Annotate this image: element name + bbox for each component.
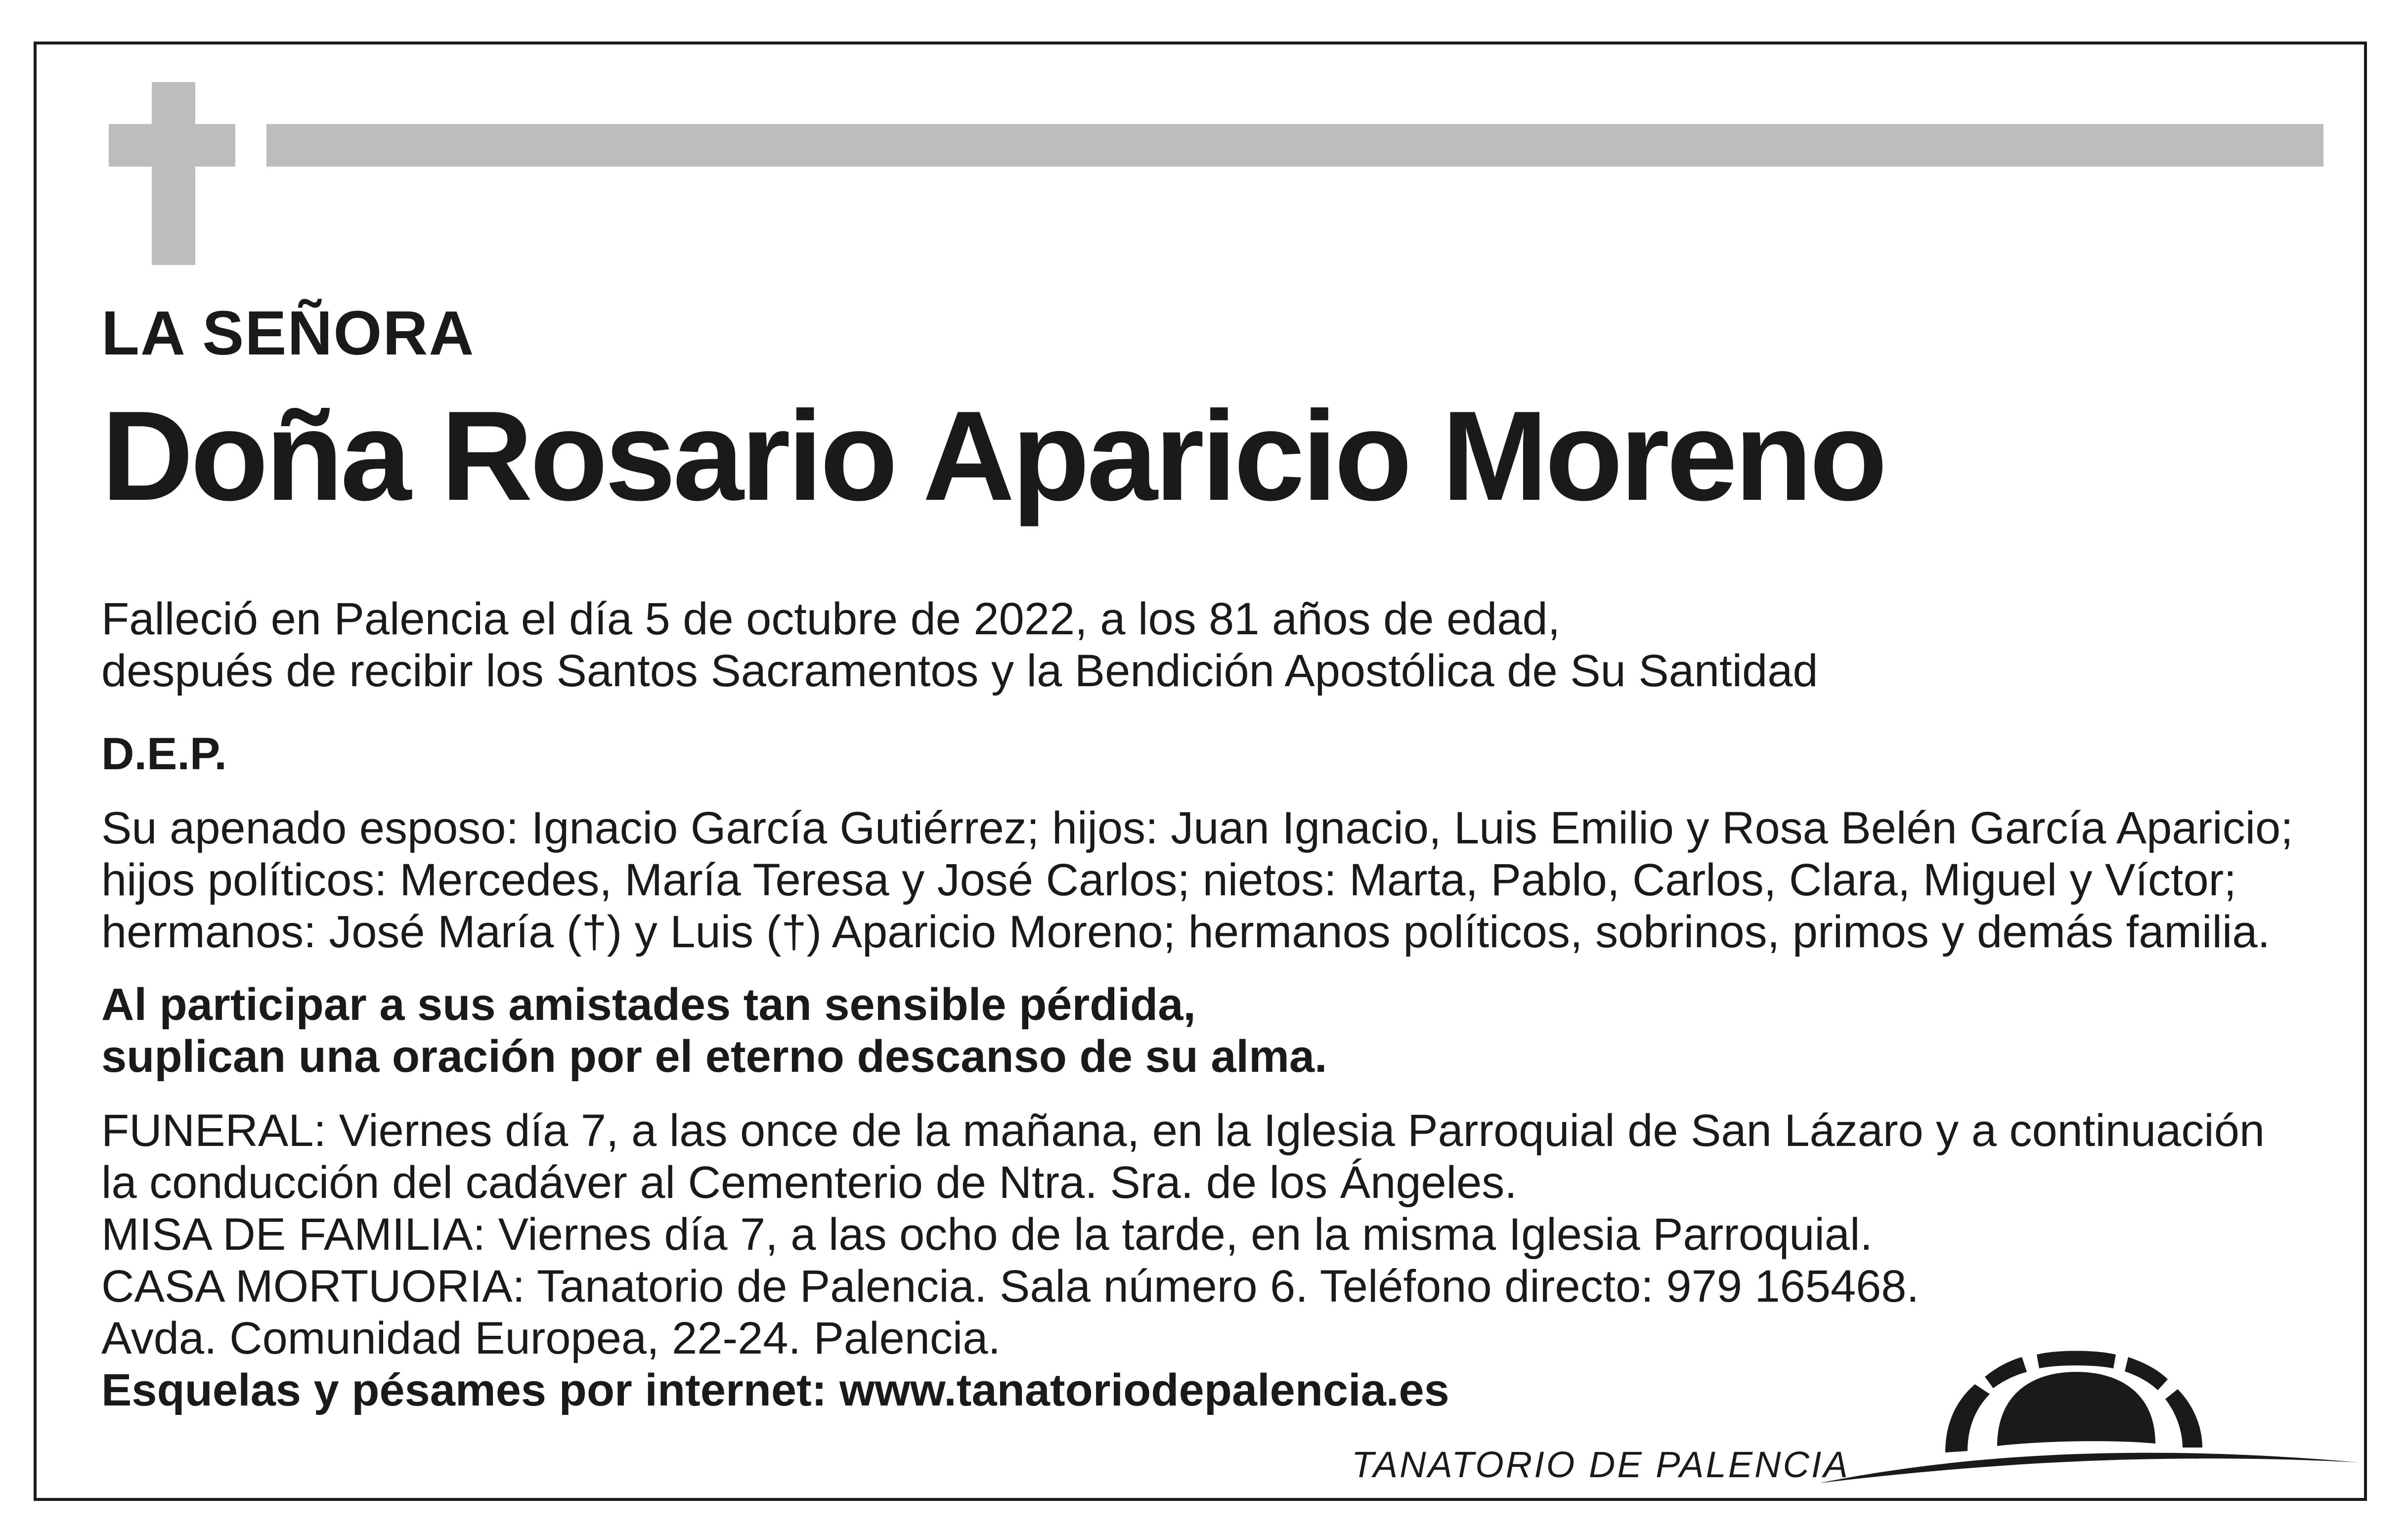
website-line: Esquelas y pésames por internet: www.tanatoriodepalencia.es [101, 1365, 1449, 1415]
rip-label: D.E.P. [101, 729, 227, 779]
deceased-name: Doña Rosario Aparicio Moreno [101, 384, 1884, 527]
logo-text: TANATORIO DE PALENCIA [1352, 1444, 1850, 1485]
cross-icon-vertical [152, 82, 195, 265]
family-mass-line: MISA DE FAMILIA: Viernes día 7, a las ocho de la tarde, en la misma Iglesia Parroquial. [101, 1209, 1873, 1260]
header-gray-bar [266, 124, 2323, 167]
family-line: hijos políticos: Mercedes, María Teresa y José Carlos; nietos: Marta, Pablo, Carlos, Clara, Miguel y Víctor; [101, 855, 2236, 905]
cross-icon-horizontal [109, 124, 235, 167]
family-list [101, 802, 2356, 958]
death-notice-line: Falleció en Palencia el día 5 de octubre de 2022, a los 81 años de edad, [101, 594, 1561, 644]
logo-stone-left-top [1985, 1357, 2027, 1388]
logo-stone-left [1945, 1384, 1990, 1452]
prayer-line: suplican una oración por el eterno descanso de su alma. [101, 1031, 1327, 1082]
funeral-line: FUNERAL: Viernes día 7, a las once de la mañana, en la Iglesia Parroquial de San Lázaro y a continuación [101, 1105, 2265, 1156]
prayer-request [101, 979, 2356, 1083]
mortuary-line: CASA MORTUORIA: Tanatorio de Palencia. Sala número 6. Teléfono directo: 979 165468. [101, 1261, 1920, 1312]
title-prefix: LA SEÑORA [101, 298, 475, 368]
logo-swoosh [1819, 1453, 2358, 1483]
family-line: Su apenado esposo: Ignacio García Gutiérrez; hijos: Juan Ignacio, Luis Emilio y Rosa Belén García Aparicio; [101, 803, 2293, 853]
funeral-line: la conducción del cadáver al Cementerio de Ntra. Sra. de los Ángeles. [101, 1157, 1517, 1208]
logo-dome [1997, 1372, 2155, 1446]
prayer-line: Al participar a sus amistades tan sensible pérdida, [101, 979, 1196, 1030]
family-line: hermanos: José María (†) y Luis (†) Aparicio Moreno; hermanos políticos, sobrinos, primos y demás familia. [101, 907, 2271, 957]
tanatorio-logo-icon [1819, 1335, 2358, 1493]
logo-stone-top [2037, 1351, 2116, 1369]
logo-stone-right [2165, 1389, 2202, 1448]
logo-stone-right-top [2125, 1357, 2168, 1390]
death-notice-line: después de recibir los Santos Sacramentos y la Bendición Apostólica de Su Santidad [101, 646, 1818, 696]
address-line: Avda. Comunidad Europea, 22-24. Palencia. [101, 1313, 1001, 1363]
death-notice [101, 593, 2356, 697]
